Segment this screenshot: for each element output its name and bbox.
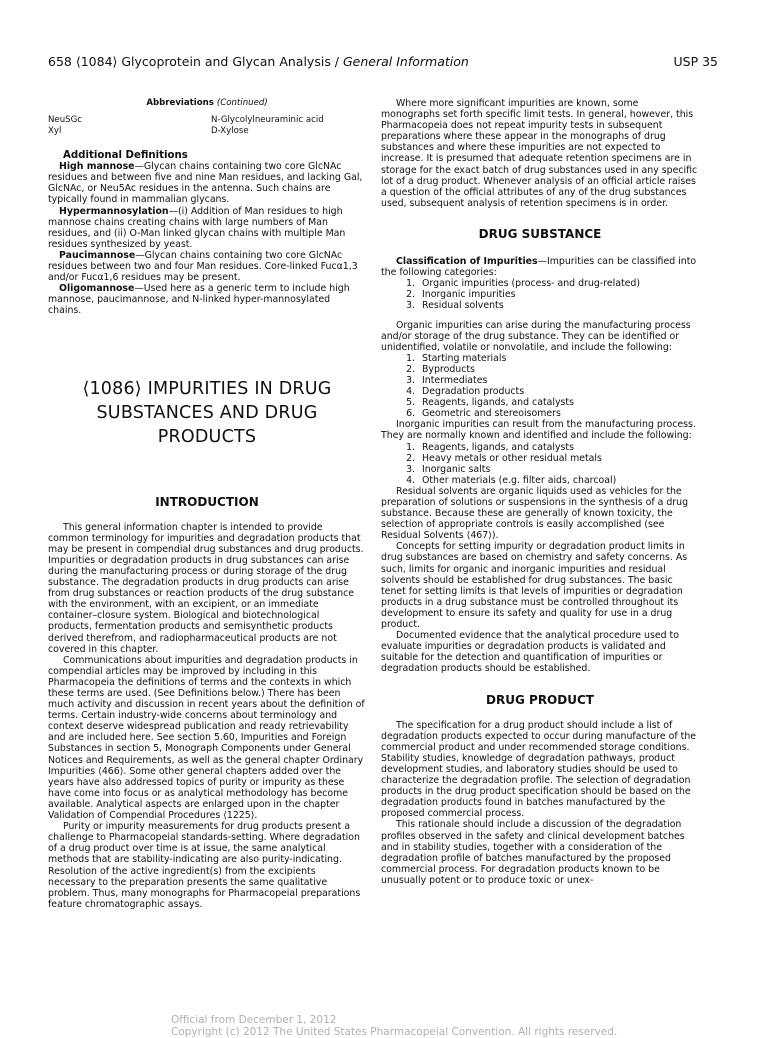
list-item: 1. Starting materials (418, 353, 699, 364)
paragraph: Classification of Impurities—Impurities can be classified into the following categories: (381, 256, 697, 279)
paragraph: This rationale should include a discussion of the degradation profiles observed in the safety and clinical development batches and in stability studies, together with a consideration of the degradation profile of batches manufactured by the proposed commercial process. For degradation products known to be unusually potent or to produce toxic or unex- (381, 819, 685, 886)
drug-product-heading: DRUG PRODUCT (486, 692, 594, 707)
list-item: 2. Inorganic impurities (418, 289, 699, 300)
organic-impurities-list (381, 353, 699, 420)
paragraph: The specification for a drug product should include a list of degradation products expected to occur during manufacture of the commercial product and under recommended storage conditions. Stability studies, knowledge of degradation pathways, product development studies, and laboratory studies should be used to characterize the degradation profile. The selection of degradation products in the drug product specification should be based on the degradation products found in batches manufactured by the proposed commercial process. (381, 719, 697, 820)
definition: Paucimannose—Glycan chains containing two core GlcNAc residues between two and four Man residues. Core-linked Fucα1,3 and/or Fucα1,6 residues may be present. (48, 249, 358, 284)
definition: Hypermannosylation—(i) Addition of Man residues to high mannose chains creating chains with large numbers of Man residues, and (ii) O-Man linked glycan chains with multiple Man residues synthesized by yeast. (48, 205, 346, 250)
definition: Oligomannose—Used here as a generic term to include high mannose, paucimannose, and N-linked hyper-mannosylated chains. (48, 283, 350, 317)
copyright-footer: Official from December 1, 2012 Copyright (c) 2012 The United States Pharmacopeial Convention. All rights reserved. (171, 1014, 618, 1038)
list-item: 3. Inorganic salts (418, 464, 699, 475)
list-item: 1. Reagents, ligands, and catalysts (418, 442, 699, 453)
paragraph: Documented evidence that the analytical procedure used to evaluate impurities or degradation products is validated and suitable for the detection and quantification of impurities or degradation products should be established. (381, 630, 679, 675)
paragraph: Communications about impurities and degradation products in compendial articles may be improved by including in this Pharmacopeia the definitions of terms and the contexts in which these terms are used. (See Definitions below.) There has been much activity and discussion in recent years about the definition of terms. Certain industry-wide concerns about terminology and context deserve widespread publication and ready retrievability and are included here. See section 5.60, Impurities and Foreign Substances in section 5, Monograph Components under General Notices and Requirements, as well as the general chapter Ordinary Impurities ⟨466⟩. Some other general chapters added over the years have also addressed topics of purity or impurity as these have come into focus or as analytical methodology has become available. Analytical aspects are enlarged upon in the chapter Validation of Compendial Procedures ⟨1225⟩. (48, 654, 365, 822)
list-item: 4. Other materials (e.g. filter aids, charcoal) (418, 475, 699, 486)
paragraph: This general information chapter is intended to provide common terminology for impurities and degradation products that may be present in compendial drug substances and drug products. Impurities or degradation products in drug substances can arise during the manufacturing process or during storage of the drug substance. The degradation products in drug products can arise from drug substances or reaction products of the drug substance with the environment, with an excipient, or an immediate container–closure system. Biological and biotechnological products, fermentation products and semisynthetic products derived therefrom, and radiopharmaceutical products are not covered in this chapter. (48, 521, 364, 655)
list-item: 3. Residual solvents (418, 300, 699, 311)
journal-label: USP 35 (673, 54, 718, 69)
right-column (381, 98, 699, 886)
abbreviations-title: Abbreviations (Continued) (146, 98, 268, 108)
paragraph: Purity or impurity measurements for drug products present a challenge to Pharmacopeial standards-setting. Where degradation of a drug product over time is at issue, the same analytical methods that are stability-indicating are also purity-indicating. Resolution of the active ingredient(s) from the excipients necessary to the preparation presents the same qualitative problem. Thus, many monographs for Pharmacopeial preparations feature chromatographic assays. (48, 821, 361, 910)
chapter-title: ⟨1086⟩ IMPURITIES IN DRUG SUBSTANCES AND DRUG PRODUCTS (82, 378, 332, 447)
left-column (48, 98, 366, 910)
list-item: 1. Organic impurities (process- and drug-related) (418, 278, 699, 289)
paragraph: Inorganic impurities can result from the manufacturing process. They are normally known and identified and include the following: (381, 419, 696, 442)
abbreviation-row: NeuSGc N-Glycolylneuraminic acid (48, 115, 324, 126)
introduction-heading: INTRODUCTION (155, 494, 259, 509)
list-item: 5. Reagents, ligands, and catalysts (418, 397, 699, 408)
additional-definitions-heading: Additional Definitions (63, 150, 188, 162)
list-item: 3. Intermediates (418, 375, 699, 386)
inorganic-impurities-list (381, 442, 699, 486)
impurity-categories (381, 278, 699, 311)
list-item: 2. Byproducts (418, 364, 699, 375)
paragraph: Residual solvents are organic liquids used as vehicles for the preparation of solutions or suspensions in the synthesis of a drug substance. Because these are generally of known toxicity, the selection of appropriate controls is easily accomplished (see Residual Solvents ⟨467⟩). (381, 485, 689, 542)
paragraph: Organic impurities can arise during the manufacturing process and/or storage of the drug substance. They can be identified or unidentified, volatile or nonvolatile, and include the following: (381, 319, 691, 353)
abbreviation-row: Xyl D-Xylose (48, 126, 249, 137)
drug-substance-heading: DRUG SUBSTANCE (478, 226, 602, 241)
definitions-list (48, 161, 366, 316)
paragraph: Concepts for setting impurity or degradation product limits in drug substances are based on chemistry and safety concerns. As such, limits for organic and inorganic impurities and residual solvents should be established for drug substances. The basic tenet for setting limits is that levels of impurities or degradation products in a drug substance must be controlled throughout its development to ensure its safety and quality for use in a drug product. (381, 541, 688, 631)
list-item: 6. Geometric and stereoisomers (418, 408, 699, 419)
list-item: 4. Degradation products (418, 386, 699, 397)
running-header: 658 ⟨1084⟩ Glycoprotein and Glycan Analysis / General Information (48, 54, 469, 69)
definition: High mannose—Glycan chains containing two core GlcNAc residues and between five and nine Man residues, and lacking Gal, GlcNAc, or Neu5Ac residues in the antenna. Such chains are typically found in mammalian glycans. (48, 161, 363, 206)
list-item: 2. Heavy metals or other residual metals (418, 453, 699, 464)
paragraph: Where more significant impurities are known, some monographs set forth specific limit tests. In general, however, this Pharmacopeia does not repeat impurity tests in subsequent preparations where these appear in the monographs of drug substances and where these impurities are not expected to increase. It is presumed that adequate retention specimens are in storage for the exact batch of drug substances used in any specific lot of a drug product. Whenever analysis of an official article raises a question of the official attributes of any of the drug substances used, subsequent analysis of retention specimens is in order. (381, 98, 698, 209)
